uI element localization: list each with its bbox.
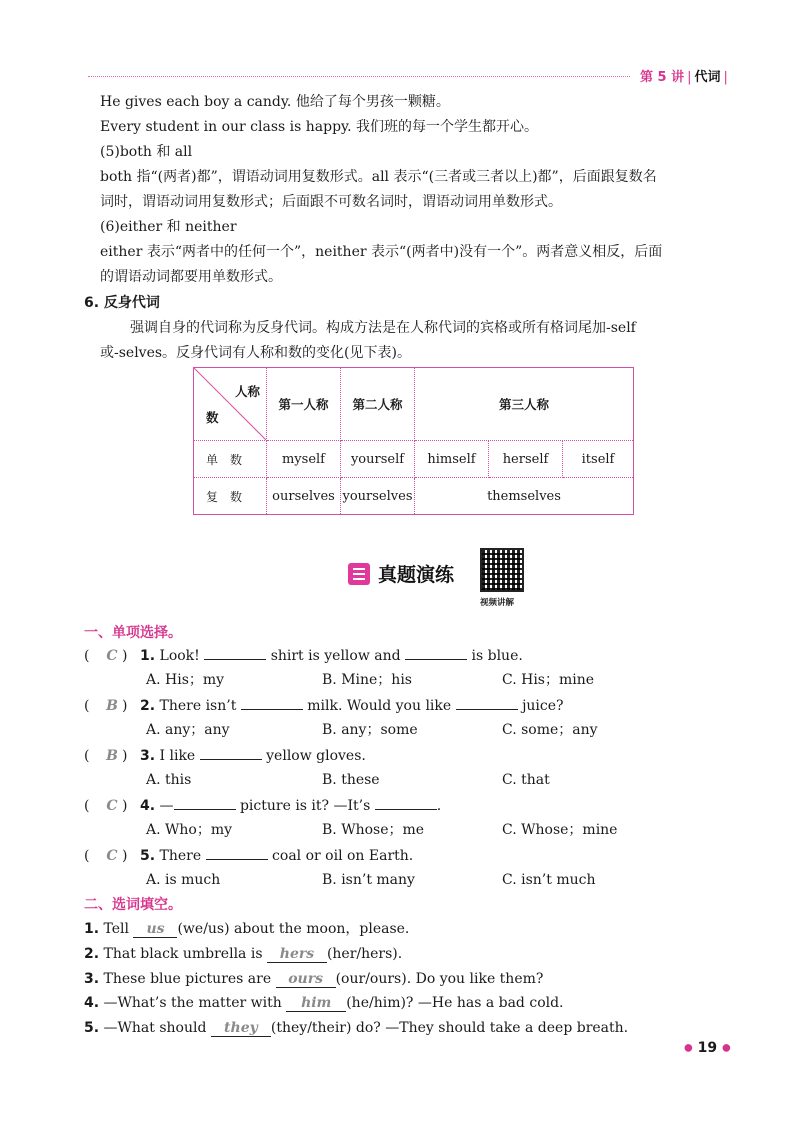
option: B. Mine；his bbox=[322, 672, 412, 688]
topic-label: 代词 bbox=[694, 70, 721, 85]
text-line: 的谓语动词都要用单数形式。 bbox=[100, 269, 282, 285]
part2-title: 二、选词填空。 bbox=[84, 897, 182, 913]
fill-item: 1. Tell us (we/us) about the moon，please. bbox=[84, 921, 410, 937]
filled-answer: hers bbox=[267, 946, 327, 963]
blank bbox=[206, 845, 268, 860]
question: ( C ) 1. Look! shirt is yellow and is blue. bbox=[84, 645, 523, 666]
page-number: ● 19 ● bbox=[684, 1040, 731, 1056]
blank bbox=[241, 695, 303, 710]
answer-mark: B bbox=[106, 698, 118, 714]
blank bbox=[405, 645, 467, 660]
corner-person-label: 人称 bbox=[234, 384, 260, 399]
option: C. that bbox=[502, 772, 550, 788]
lesson-label: 第 5 讲 bbox=[640, 70, 685, 85]
filled-answer: us bbox=[133, 921, 177, 938]
question: ( C ) 5. There coal or oil on Earth. bbox=[84, 845, 413, 866]
corner-number-label: 数 bbox=[206, 410, 219, 425]
option: B. any；some bbox=[322, 722, 418, 738]
banner-title: 真题演练 bbox=[378, 564, 455, 586]
running-header: 第 5 讲 | 代词 | bbox=[640, 70, 728, 85]
qr-code-icon[interactable] bbox=[480, 548, 524, 592]
question: ( B ) 2. There isn’t milk. Would you like juice? bbox=[84, 695, 564, 716]
option: A. Who；my bbox=[146, 822, 233, 838]
part1-title: 一、单项选择。 bbox=[84, 625, 182, 641]
section-heading: 6. 反身代词 bbox=[84, 295, 160, 311]
corner-cell bbox=[194, 368, 267, 441]
filled-answer: him bbox=[286, 995, 346, 1012]
header-divider bbox=[88, 76, 630, 77]
option: A. any；any bbox=[146, 722, 230, 738]
table-cell: ourselves bbox=[267, 478, 341, 515]
table-cell: itself bbox=[563, 441, 634, 478]
blank bbox=[174, 795, 236, 810]
table-cell: themselves bbox=[415, 478, 634, 515]
subheading: (6)either 和 neither bbox=[100, 219, 237, 235]
row-label-plural: 复数 bbox=[194, 478, 267, 515]
option: B. isn’t many bbox=[322, 872, 415, 888]
answer-mark: C bbox=[106, 848, 118, 864]
blank bbox=[200, 745, 262, 760]
option: B. these bbox=[322, 772, 380, 788]
header-third-person: 第三人称 bbox=[415, 368, 634, 441]
fill-item: 2. That black umbrella is hers (her/hers). bbox=[84, 946, 403, 962]
blank bbox=[204, 645, 266, 660]
question: ( C ) 4. — picture is it? —It’s . bbox=[84, 795, 441, 816]
option: B. Whose；me bbox=[322, 822, 425, 838]
question: ( B ) 3. I like yellow gloves. bbox=[84, 745, 366, 766]
paragraph-line: 或-selves。反身代词有人称和数的变化(见下表)。 bbox=[100, 345, 411, 361]
filled-answer: they bbox=[211, 1020, 271, 1037]
option: C. some；any bbox=[502, 722, 598, 738]
table-cell: myself bbox=[267, 441, 341, 478]
table-cell: yourself bbox=[341, 441, 415, 478]
filled-answer: ours bbox=[276, 971, 336, 988]
blank bbox=[375, 795, 437, 810]
row-label-singular: 单数 bbox=[194, 441, 267, 478]
list-icon bbox=[348, 563, 370, 585]
answer-mark: C bbox=[106, 648, 118, 664]
header-first-person: 第一人称 bbox=[267, 368, 341, 441]
fill-item: 3. These blue pictures are ours (our/ours). Do you like them? bbox=[84, 971, 544, 987]
subheading: (5)both 和 all bbox=[100, 144, 193, 160]
table-cell: yourselves bbox=[341, 478, 415, 515]
header-second-person: 第二人称 bbox=[341, 368, 415, 441]
text-line: both 指“(两者)都”，谓语动词用复数形式。all 表示“(三者或三者以上)都”，后面跟复数名 bbox=[100, 169, 657, 185]
option: C. Whose；mine bbox=[502, 822, 618, 838]
fill-item: 5. —What should they (they/their) do? —They should take a deep breath. bbox=[84, 1020, 629, 1036]
option: A. this bbox=[146, 772, 192, 788]
qr-caption: 视频讲解 bbox=[480, 598, 515, 608]
text-line: Every student in our class is happy. 我们班的每一个学生都开心。 bbox=[100, 119, 538, 135]
reflexive-pronoun-table bbox=[193, 367, 634, 515]
answer-mark: C bbox=[106, 798, 118, 814]
option: A. His；my bbox=[146, 672, 225, 688]
text-line: He gives each boy a candy. 他给了每个男孩一颗糖。 bbox=[100, 94, 450, 110]
option: C. His；mine bbox=[502, 672, 595, 688]
blank bbox=[456, 695, 518, 710]
fill-item: 4. —What’s the matter with him (he/him)? —He has a bad cold. bbox=[84, 995, 564, 1011]
answer-mark: B bbox=[106, 748, 118, 764]
table-cell: herself bbox=[489, 441, 563, 478]
text-line: 词时，谓语动词用复数形式；后面跟不可数名词时，谓语动词用单数形式。 bbox=[100, 194, 562, 210]
option: A. is much bbox=[146, 872, 221, 888]
paragraph-line: 强调自身的代词称为反身代词。构成方法是在人称代词的宾格或所有格词尾加-self bbox=[130, 320, 636, 336]
table-cell: himself bbox=[415, 441, 489, 478]
option: C. isn’t much bbox=[502, 872, 596, 888]
text-line: either 表示“两者中的任何一个”，neither 表示“(两者中)没有一个”。两者意义相反，后面 bbox=[100, 244, 663, 260]
